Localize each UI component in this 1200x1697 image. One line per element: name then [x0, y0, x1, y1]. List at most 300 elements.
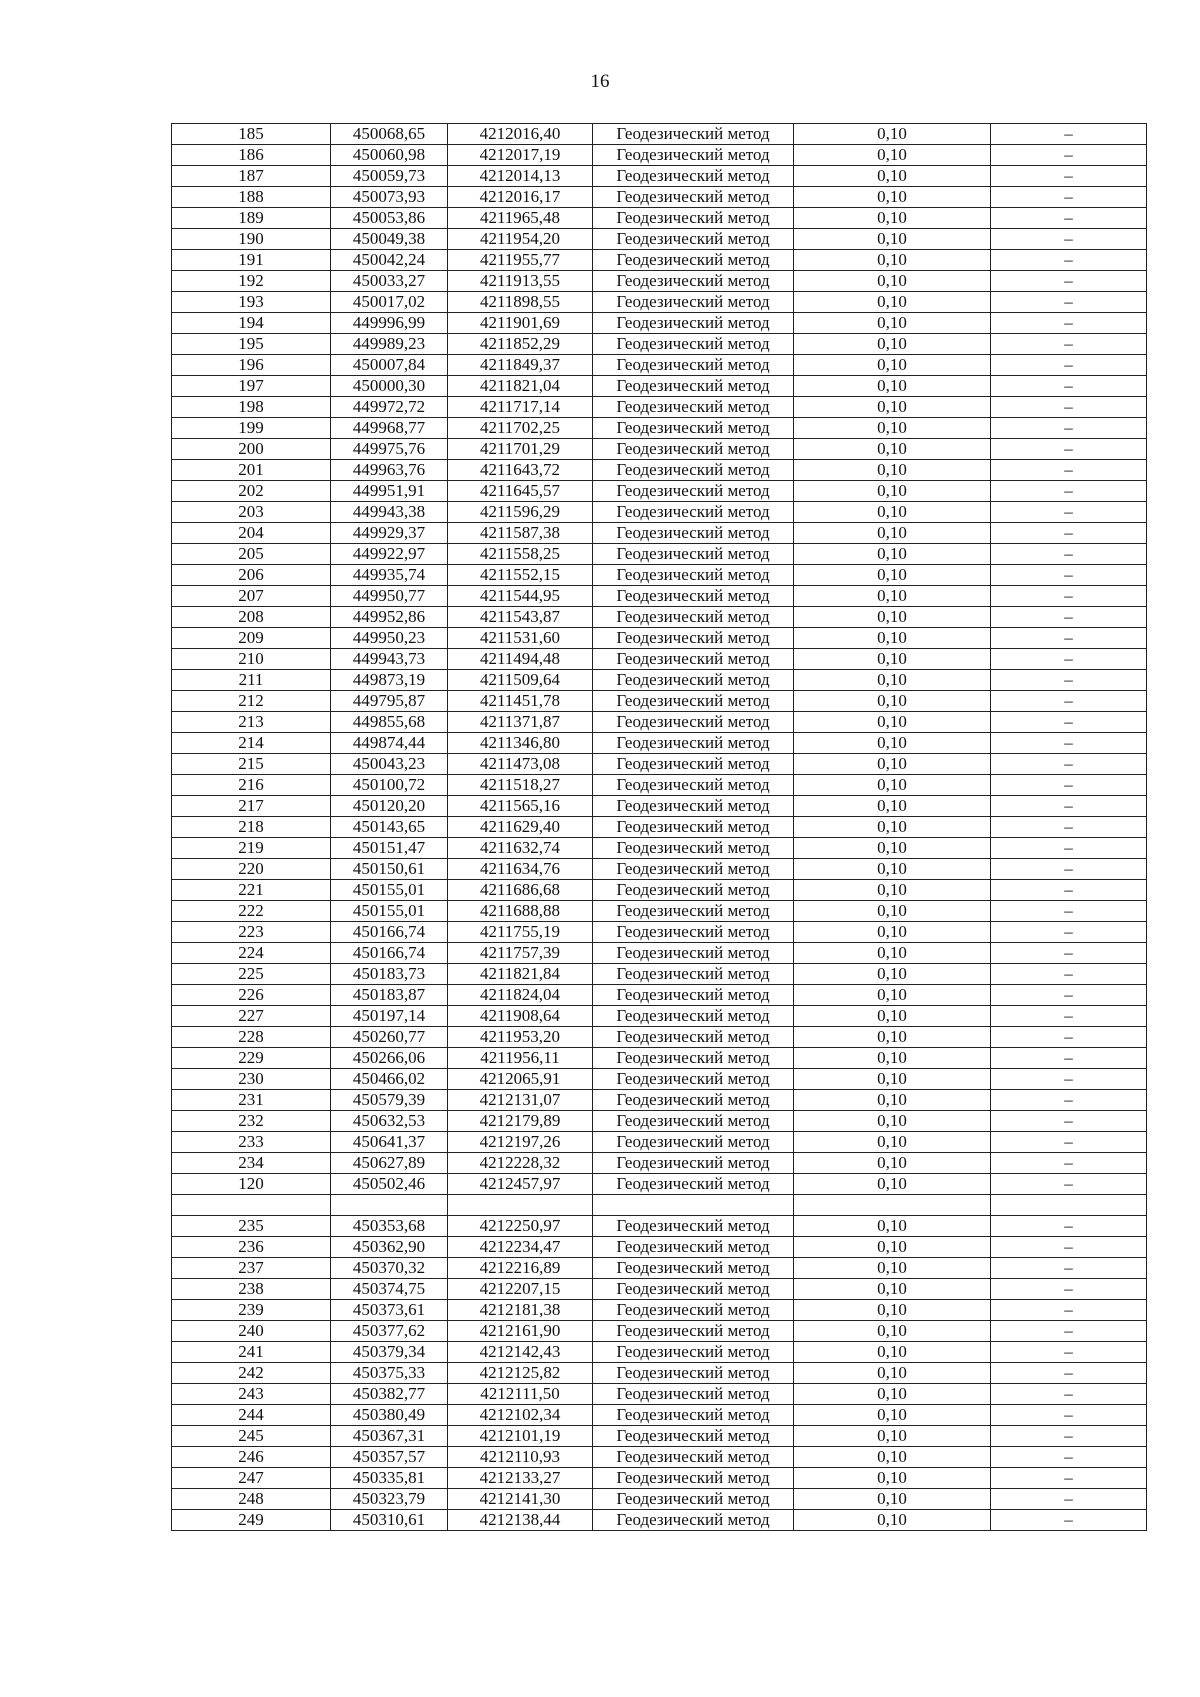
y-coordinate-cell: 4211346,80 [448, 733, 593, 754]
y-coordinate-cell [448, 1195, 593, 1216]
method-cell: Геодезический метод [593, 1048, 794, 1069]
table-row [172, 691, 1147, 712]
y-coordinate-cell: 4212125,82 [448, 1363, 593, 1384]
point-number-cell: 208 [172, 607, 331, 628]
method-cell: Геодезический метод [593, 1132, 794, 1153]
note-cell: – [991, 271, 1147, 292]
y-coordinate-cell: 4211954,20 [448, 229, 593, 250]
table-row [172, 397, 1147, 418]
point-number-cell: 236 [172, 1237, 331, 1258]
point-number-cell: 213 [172, 712, 331, 733]
y-coordinate-cell: 4212250,97 [448, 1216, 593, 1237]
method-cell: Геодезический метод [593, 334, 794, 355]
table-row [172, 565, 1147, 586]
note-cell: – [991, 1342, 1147, 1363]
method-cell: Геодезический метод [593, 1384, 794, 1405]
table-row [172, 124, 1147, 145]
y-coordinate-cell: 4211558,25 [448, 544, 593, 565]
point-number-cell: 240 [172, 1321, 331, 1342]
point-number-cell: 209 [172, 628, 331, 649]
point-number-cell: 194 [172, 313, 331, 334]
accuracy-cell: 0,10 [794, 607, 991, 628]
note-cell: – [991, 187, 1147, 208]
x-coordinate-cell: 450059,73 [331, 166, 448, 187]
x-coordinate-cell: 449873,19 [331, 670, 448, 691]
method-cell: Геодезический метод [593, 1321, 794, 1342]
note-cell: – [991, 1006, 1147, 1027]
accuracy-cell: 0,10 [794, 439, 991, 460]
note-cell: – [991, 733, 1147, 754]
x-coordinate-cell: 450377,62 [331, 1321, 448, 1342]
table-row [172, 1027, 1147, 1048]
table-row [172, 1489, 1147, 1510]
table-row [172, 1300, 1147, 1321]
table-row [172, 145, 1147, 166]
point-number-cell: 226 [172, 985, 331, 1006]
point-number-cell: 193 [172, 292, 331, 313]
point-number-cell: 247 [172, 1468, 331, 1489]
x-coordinate-cell: 449950,23 [331, 628, 448, 649]
point-number-cell: 239 [172, 1300, 331, 1321]
note-cell: – [991, 1384, 1147, 1405]
x-coordinate-cell: 450375,33 [331, 1363, 448, 1384]
note-cell: – [991, 229, 1147, 250]
table-row [172, 481, 1147, 502]
accuracy-cell: 0,10 [794, 670, 991, 691]
table-row [172, 586, 1147, 607]
y-coordinate-cell: 4211956,11 [448, 1048, 593, 1069]
x-coordinate-cell: 450060,98 [331, 145, 448, 166]
x-coordinate-cell: 449922,97 [331, 544, 448, 565]
table-row [172, 649, 1147, 670]
accuracy-cell: 0,10 [794, 1426, 991, 1447]
y-coordinate-cell: 4211688,88 [448, 901, 593, 922]
accuracy-cell: 0,10 [794, 1027, 991, 1048]
method-cell: Геодезический метод [593, 1300, 794, 1321]
y-coordinate-cell: 4211632,74 [448, 838, 593, 859]
accuracy-cell: 0,10 [794, 1174, 991, 1195]
accuracy-cell: 0,10 [794, 985, 991, 1006]
point-number-cell: 206 [172, 565, 331, 586]
method-cell: Геодезический метод [593, 649, 794, 670]
note-cell: – [991, 1510, 1147, 1531]
table-row [172, 1216, 1147, 1237]
y-coordinate-cell: 4211901,69 [448, 313, 593, 334]
accuracy-cell: 0,10 [794, 1447, 991, 1468]
table-row [172, 376, 1147, 397]
note-cell: – [991, 313, 1147, 334]
x-coordinate-cell: 450049,38 [331, 229, 448, 250]
y-coordinate-cell: 4212016,17 [448, 187, 593, 208]
method-cell: Геодезический метод [593, 1069, 794, 1090]
accuracy-cell: 0,10 [794, 208, 991, 229]
y-coordinate-cell: 4212457,97 [448, 1174, 593, 1195]
x-coordinate-cell: 450374,75 [331, 1279, 448, 1300]
note-cell: – [991, 1258, 1147, 1279]
x-coordinate-cell: 449855,68 [331, 712, 448, 733]
point-number-cell: 232 [172, 1111, 331, 1132]
y-coordinate-cell: 4211371,87 [448, 712, 593, 733]
accuracy-cell: 0,10 [794, 1006, 991, 1027]
x-coordinate-cell: 449935,74 [331, 565, 448, 586]
method-cell: Геодезический метод [593, 145, 794, 166]
method-cell: Геодезический метод [593, 922, 794, 943]
note-cell: – [991, 376, 1147, 397]
point-number-cell: 246 [172, 1447, 331, 1468]
note-cell: – [991, 985, 1147, 1006]
y-coordinate-cell: 4211544,95 [448, 586, 593, 607]
accuracy-cell: 0,10 [794, 1300, 991, 1321]
point-number-cell: 185 [172, 124, 331, 145]
x-coordinate-cell: 450466,02 [331, 1069, 448, 1090]
x-coordinate-cell: 450183,73 [331, 964, 448, 985]
x-coordinate-cell: 449963,76 [331, 460, 448, 481]
coordinates-table [171, 123, 1147, 1531]
accuracy-cell: 0,10 [794, 124, 991, 145]
x-coordinate-cell: 450143,65 [331, 817, 448, 838]
point-number-cell: 242 [172, 1363, 331, 1384]
y-coordinate-cell: 4212111,50 [448, 1384, 593, 1405]
table-row [172, 1405, 1147, 1426]
table-row [172, 1426, 1147, 1447]
point-number-cell: 186 [172, 145, 331, 166]
y-coordinate-cell: 4212138,44 [448, 1510, 593, 1531]
table-row [172, 460, 1147, 481]
accuracy-cell: 0,10 [794, 628, 991, 649]
y-coordinate-cell: 4212141,30 [448, 1489, 593, 1510]
table-row [172, 1447, 1147, 1468]
y-coordinate-cell: 4212017,19 [448, 145, 593, 166]
table-row [172, 1195, 1147, 1216]
note-cell: – [991, 649, 1147, 670]
y-coordinate-cell: 4211898,55 [448, 292, 593, 313]
note-cell: – [991, 691, 1147, 712]
method-cell: Геодезический метод [593, 1279, 794, 1300]
point-number-cell: 190 [172, 229, 331, 250]
note-cell: – [991, 145, 1147, 166]
note-cell: – [991, 292, 1147, 313]
table-row [172, 355, 1147, 376]
note-cell: – [991, 1132, 1147, 1153]
accuracy-cell: 0,10 [794, 1363, 991, 1384]
accuracy-cell: 0,10 [794, 1468, 991, 1489]
x-coordinate-cell: 450068,65 [331, 124, 448, 145]
x-coordinate-cell: 450579,39 [331, 1090, 448, 1111]
y-coordinate-cell: 4211451,78 [448, 691, 593, 712]
y-coordinate-cell: 4212179,89 [448, 1111, 593, 1132]
x-coordinate-cell: 450502,46 [331, 1174, 448, 1195]
x-coordinate-cell: 449975,76 [331, 439, 448, 460]
x-coordinate-cell: 450266,06 [331, 1048, 448, 1069]
table-row [172, 1069, 1147, 1090]
note-cell: – [991, 1426, 1147, 1447]
x-coordinate-cell: 450310,61 [331, 1510, 448, 1531]
method-cell: Геодезический метод [593, 1216, 794, 1237]
method-cell: Геодезический метод [593, 271, 794, 292]
method-cell: Геодезический метод [593, 1426, 794, 1447]
accuracy-cell: 0,10 [794, 271, 991, 292]
point-number-cell: 197 [172, 376, 331, 397]
point-number-cell: 187 [172, 166, 331, 187]
x-coordinate-cell: 449950,77 [331, 586, 448, 607]
accuracy-cell: 0,10 [794, 397, 991, 418]
point-number-cell: 200 [172, 439, 331, 460]
method-cell: Геодезический метод [593, 355, 794, 376]
point-number-cell: 207 [172, 586, 331, 607]
note-cell: – [991, 166, 1147, 187]
table-row [172, 796, 1147, 817]
point-number-cell: 241 [172, 1342, 331, 1363]
point-number-cell: 233 [172, 1132, 331, 1153]
note-cell: – [991, 334, 1147, 355]
point-number-cell: 199 [172, 418, 331, 439]
method-cell: Геодезический метод [593, 1006, 794, 1027]
accuracy-cell: 0,10 [794, 649, 991, 670]
table-row [172, 628, 1147, 649]
table-row [172, 1237, 1147, 1258]
accuracy-cell: 0,10 [794, 355, 991, 376]
accuracy-cell: 0,10 [794, 1258, 991, 1279]
method-cell: Геодезический метод [593, 775, 794, 796]
method-cell: Геодезический метод [593, 733, 794, 754]
note-cell: – [991, 124, 1147, 145]
accuracy-cell: 0,10 [794, 1489, 991, 1510]
accuracy-cell: 0,10 [794, 1153, 991, 1174]
method-cell: Геодезический метод [593, 586, 794, 607]
method-cell: Геодезический метод [593, 166, 794, 187]
point-number-cell: 230 [172, 1069, 331, 1090]
note-cell: – [991, 1363, 1147, 1384]
table-row [172, 817, 1147, 838]
note-cell: – [991, 1174, 1147, 1195]
x-coordinate-cell: 450043,23 [331, 754, 448, 775]
table-row [172, 292, 1147, 313]
method-cell: Геодезический метод [593, 187, 794, 208]
x-coordinate-cell: 450627,89 [331, 1153, 448, 1174]
x-coordinate-cell: 449943,38 [331, 502, 448, 523]
accuracy-cell: 0,10 [794, 691, 991, 712]
table-row [172, 712, 1147, 733]
table-row [172, 901, 1147, 922]
table-row [172, 670, 1147, 691]
note-cell: – [991, 355, 1147, 376]
table-row [172, 1090, 1147, 1111]
method-cell: Геодезический метод [593, 460, 794, 481]
y-coordinate-cell: 4211596,29 [448, 502, 593, 523]
x-coordinate-cell: 449996,99 [331, 313, 448, 334]
y-coordinate-cell: 4211494,48 [448, 649, 593, 670]
table-row [172, 1510, 1147, 1531]
x-coordinate-cell: 449795,87 [331, 691, 448, 712]
y-coordinate-cell: 4211587,38 [448, 523, 593, 544]
y-coordinate-cell: 4211824,04 [448, 985, 593, 1006]
x-coordinate-cell: 450151,47 [331, 838, 448, 859]
y-coordinate-cell: 4212197,26 [448, 1132, 593, 1153]
x-coordinate-cell: 450073,93 [331, 187, 448, 208]
accuracy-cell: 0,10 [794, 754, 991, 775]
y-coordinate-cell: 4212234,47 [448, 1237, 593, 1258]
x-coordinate-cell: 450053,86 [331, 208, 448, 229]
y-coordinate-cell: 4211849,37 [448, 355, 593, 376]
table-row [172, 733, 1147, 754]
y-coordinate-cell: 4211755,19 [448, 922, 593, 943]
note-cell: – [991, 964, 1147, 985]
table-row [172, 334, 1147, 355]
x-coordinate-cell: 449972,72 [331, 397, 448, 418]
accuracy-cell: 0,10 [794, 166, 991, 187]
y-coordinate-cell: 4212142,43 [448, 1342, 593, 1363]
method-cell: Геодезический метод [593, 712, 794, 733]
accuracy-cell: 0,10 [794, 376, 991, 397]
table-row [172, 208, 1147, 229]
y-coordinate-cell: 4211965,48 [448, 208, 593, 229]
accuracy-cell: 0,10 [794, 586, 991, 607]
x-coordinate-cell: 450362,90 [331, 1237, 448, 1258]
method-cell: Геодезический метод [593, 124, 794, 145]
x-coordinate-cell: 450000,30 [331, 376, 448, 397]
accuracy-cell: 0,10 [794, 187, 991, 208]
table-row [172, 838, 1147, 859]
point-number-cell: 195 [172, 334, 331, 355]
table-row [172, 271, 1147, 292]
x-coordinate-cell: 450380,49 [331, 1405, 448, 1426]
x-coordinate-cell: 450120,20 [331, 796, 448, 817]
x-coordinate-cell: 450166,74 [331, 922, 448, 943]
point-number-cell: 189 [172, 208, 331, 229]
note-cell: – [991, 1237, 1147, 1258]
y-coordinate-cell: 4212161,90 [448, 1321, 593, 1342]
note-cell: – [991, 397, 1147, 418]
x-coordinate-cell: 449874,44 [331, 733, 448, 754]
method-cell: Геодезический метод [593, 1237, 794, 1258]
page-number: 16 [590, 71, 610, 92]
note-cell: – [991, 1069, 1147, 1090]
method-cell: Геодезический метод [593, 397, 794, 418]
method-cell: Геодезический метод [593, 208, 794, 229]
table-row [172, 964, 1147, 985]
note-cell: – [991, 670, 1147, 691]
y-coordinate-cell: 4211852,29 [448, 334, 593, 355]
y-coordinate-cell: 4212228,32 [448, 1153, 593, 1174]
note-cell: – [991, 1300, 1147, 1321]
note-cell: – [991, 1447, 1147, 1468]
accuracy-cell: 0,10 [794, 817, 991, 838]
y-coordinate-cell: 4212216,89 [448, 1258, 593, 1279]
table-row [172, 1468, 1147, 1489]
table-row [172, 1111, 1147, 1132]
point-number-cell: 203 [172, 502, 331, 523]
table-row [172, 187, 1147, 208]
accuracy-cell: 0,10 [794, 796, 991, 817]
accuracy-cell: 0,10 [794, 334, 991, 355]
method-cell: Геодезический метод [593, 796, 794, 817]
table-row [172, 1174, 1147, 1195]
note-cell: – [991, 565, 1147, 586]
y-coordinate-cell: 4211473,08 [448, 754, 593, 775]
y-coordinate-cell: 4211565,16 [448, 796, 593, 817]
method-cell: Геодезический метод [593, 838, 794, 859]
table-row [172, 943, 1147, 964]
x-coordinate-cell: 450197,14 [331, 1006, 448, 1027]
note-cell: – [991, 439, 1147, 460]
point-number-cell: 222 [172, 901, 331, 922]
accuracy-cell: 0,10 [794, 838, 991, 859]
note-cell: – [991, 712, 1147, 733]
note-cell: – [991, 502, 1147, 523]
x-coordinate-cell: 450382,77 [331, 1384, 448, 1405]
method-cell: Геодезический метод [593, 754, 794, 775]
accuracy-cell: 0,10 [794, 880, 991, 901]
method-cell: Геодезический метод [593, 1363, 794, 1384]
table-row [172, 922, 1147, 943]
x-coordinate-cell: 450150,61 [331, 859, 448, 880]
method-cell: Геодезический метод [593, 880, 794, 901]
x-coordinate-cell: 450335,81 [331, 1468, 448, 1489]
note-cell: – [991, 922, 1147, 943]
note-cell: – [991, 838, 1147, 859]
accuracy-cell: 0,10 [794, 733, 991, 754]
note-cell: – [991, 880, 1147, 901]
accuracy-cell: 0,10 [794, 1111, 991, 1132]
note-cell: – [991, 1405, 1147, 1426]
y-coordinate-cell: 4212014,13 [448, 166, 593, 187]
method-cell: Геодезический метод [593, 943, 794, 964]
table-row [172, 229, 1147, 250]
table-row [172, 544, 1147, 565]
method-cell: Геодезический метод [593, 901, 794, 922]
point-number-cell: 225 [172, 964, 331, 985]
y-coordinate-cell: 4211821,04 [448, 376, 593, 397]
method-cell: Геодезический метод [593, 1111, 794, 1132]
note-cell [991, 1195, 1147, 1216]
table-row [172, 1342, 1147, 1363]
x-coordinate-cell: 450007,84 [331, 355, 448, 376]
method-cell: Геодезический метод [593, 1258, 794, 1279]
note-cell: – [991, 817, 1147, 838]
x-coordinate-cell: 450353,68 [331, 1216, 448, 1237]
table-row [172, 166, 1147, 187]
x-coordinate-cell: 450155,01 [331, 901, 448, 922]
x-coordinate-cell: 450260,77 [331, 1027, 448, 1048]
y-coordinate-cell: 4211645,57 [448, 481, 593, 502]
method-cell: Геодезический метод [593, 481, 794, 502]
x-coordinate-cell: 450155,01 [331, 880, 448, 901]
note-cell: – [991, 1027, 1147, 1048]
note-cell: – [991, 796, 1147, 817]
accuracy-cell: 0,10 [794, 502, 991, 523]
point-number-cell: 238 [172, 1279, 331, 1300]
accuracy-cell: 0,10 [794, 313, 991, 334]
table-row [172, 1321, 1147, 1342]
note-cell: – [991, 1489, 1147, 1510]
y-coordinate-cell: 4212181,38 [448, 1300, 593, 1321]
table-row [172, 754, 1147, 775]
table-row [172, 1363, 1147, 1384]
table-row [172, 439, 1147, 460]
y-coordinate-cell: 4211518,27 [448, 775, 593, 796]
method-cell: Геодезический метод [593, 691, 794, 712]
accuracy-cell: 0,10 [794, 229, 991, 250]
point-number-cell: 227 [172, 1006, 331, 1027]
x-coordinate-cell: 450166,74 [331, 943, 448, 964]
note-cell: – [991, 1153, 1147, 1174]
method-cell: Геодезический метод [593, 859, 794, 880]
x-coordinate-cell: 449968,77 [331, 418, 448, 439]
accuracy-cell: 0,10 [794, 565, 991, 586]
note-cell: – [991, 901, 1147, 922]
accuracy-cell: 0,10 [794, 901, 991, 922]
method-cell: Геодезический метод [593, 1405, 794, 1426]
